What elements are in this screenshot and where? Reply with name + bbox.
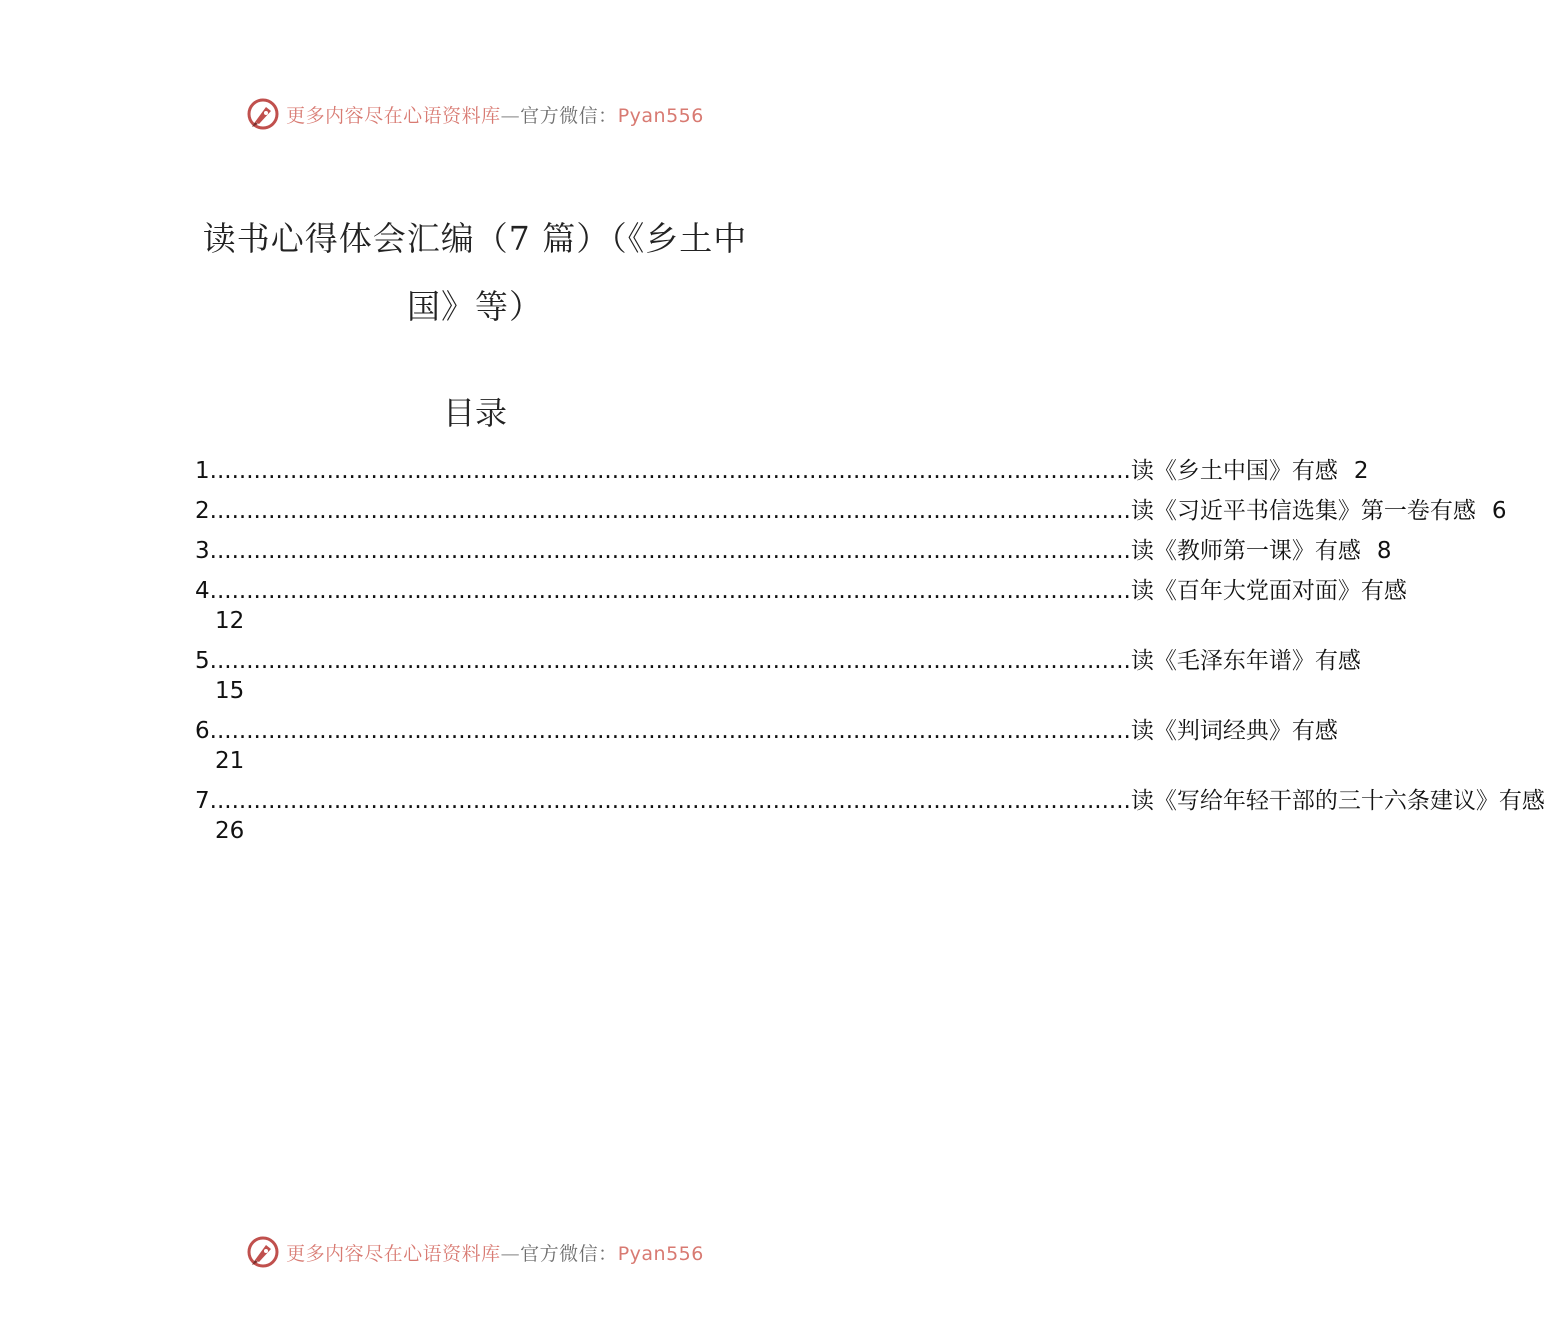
- table-of-contents: [195, 456, 1545, 856]
- toc-entry-7[interactable]: [195, 786, 1545, 846]
- pen-nib-logo-icon: [246, 1235, 280, 1269]
- toc-entry-number: 6: [195, 718, 210, 744]
- toc-entry-4[interactable]: [195, 576, 1407, 636]
- toc-entry-number: 3: [195, 538, 210, 564]
- toc-entry-number: 1: [195, 458, 210, 484]
- watermark-text: [286, 1239, 704, 1266]
- toc-entry-title: 读《毛泽东年谱》有感: [1130, 648, 1361, 674]
- watermark-separator: —: [500, 1242, 521, 1265]
- watermark-separator: —: [500, 104, 521, 127]
- toc-entry-title: 读《写给年轻干部的三十六条建议》有感: [1130, 788, 1545, 814]
- toc-entry-page: 8: [1376, 538, 1392, 564]
- toc-leader-dots: ..............................................................................................................................: [209, 578, 1131, 604]
- watermark-library-name: 更多内容尽在心语资料库: [286, 1242, 501, 1265]
- toc-entry-3[interactable]: [195, 536, 1392, 566]
- watermark-text: [286, 101, 704, 128]
- watermark-wechat-id: Pyan556: [617, 1242, 704, 1265]
- toc-entry-page: 15: [215, 678, 245, 704]
- watermark-official-label: 官方微信：: [520, 104, 618, 127]
- toc-entry-page: 6: [1491, 498, 1507, 524]
- toc-entry-number: 4: [195, 578, 210, 604]
- toc-entry-page: 26: [215, 818, 245, 844]
- toc-leader-dots: ..............................................................................................................................: [209, 718, 1131, 744]
- toc-entry-number: 7: [195, 788, 210, 814]
- toc-entry-title: 读《判词经典》有感: [1130, 718, 1338, 744]
- toc-entry-page: 2: [1353, 458, 1369, 484]
- toc-leader-dots: ..............................................................................................................................: [209, 458, 1131, 484]
- toc-entry-6[interactable]: [195, 716, 1338, 776]
- toc-leader-dots: ..............................................................................................................................: [209, 648, 1131, 674]
- toc-leader-dots: ..............................................................................................................................: [209, 538, 1131, 564]
- header-watermark: [0, 94, 950, 134]
- pen-nib-logo-icon: [246, 97, 280, 131]
- toc-entry-title: 读《百年大党面对面》有感: [1130, 578, 1407, 604]
- toc-leader-dots: ..............................................................................................................................: [209, 498, 1131, 524]
- watermark-official-label: 官方微信：: [520, 1242, 618, 1265]
- toc-entry-title: 读《习近平书信选集》第一卷有感: [1130, 498, 1476, 524]
- footer-watermark: [0, 1232, 950, 1272]
- document-title-line-1: 读书心得体会汇编（7 篇）（《乡土中: [202, 219, 748, 258]
- toc-leader-dots: ..............................................................................................................................: [209, 788, 1131, 814]
- toc-entry-title: 读《教师第一课》有感: [1130, 538, 1361, 564]
- toc-entry-page: 21: [215, 748, 245, 774]
- toc-entry-number: 5: [195, 648, 210, 674]
- toc-heading: 目录: [442, 394, 507, 432]
- document-title-line-2: 国》等）: [407, 287, 543, 326]
- toc-entry-1[interactable]: [195, 456, 1369, 486]
- toc-entry-title: 读《乡土中国》有感: [1130, 458, 1338, 484]
- document-title: [150, 205, 800, 341]
- toc-entry-2[interactable]: [195, 496, 1507, 526]
- watermark-wechat-id: Pyan556: [617, 104, 704, 127]
- toc-entry-5[interactable]: [195, 646, 1361, 706]
- toc-entry-page: 12: [215, 608, 245, 634]
- watermark-library-name: 更多内容尽在心语资料库: [286, 104, 501, 127]
- toc-entry-number: 2: [195, 498, 210, 524]
